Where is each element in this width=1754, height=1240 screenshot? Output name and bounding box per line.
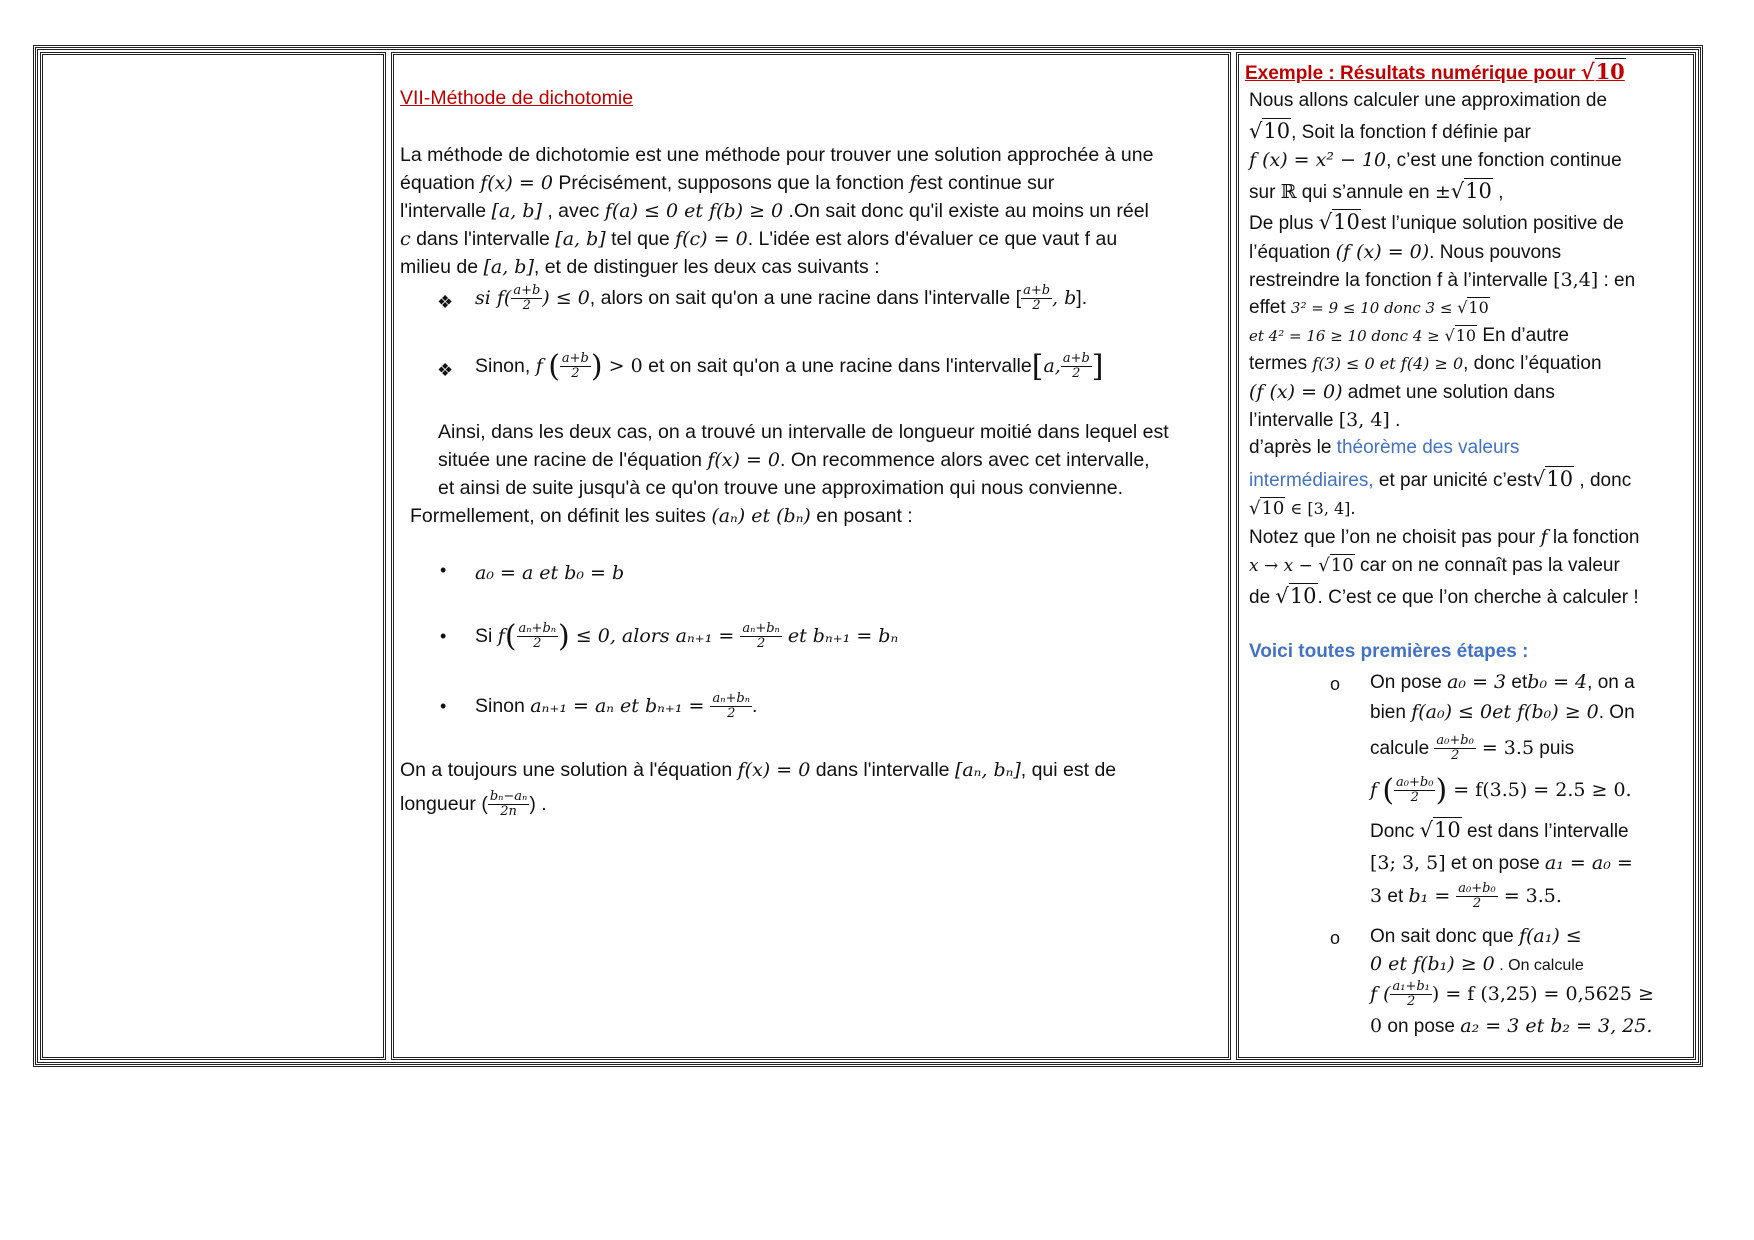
step1-line-f: [3; 3, 5] et on pose a₁ = a₀ = [1370, 852, 1633, 874]
ex-line-13: d’après le théorème des valeurs [1249, 437, 1520, 458]
ex-line-3: f (x) = x² − 10, c’est une fonction continue [1249, 149, 1622, 171]
steps-title: Voici toutes premières étapes : [1249, 641, 1529, 662]
step2-line-d: 0 on pose a₂ = 3 et b₂ = 3, 25. [1370, 1015, 1653, 1037]
step1-line-e: Donc √10 est dans l’intervalle [1370, 818, 1629, 842]
ex-line-7: restreindre la fonction f à l’intervalle [3,4] : en [1249, 269, 1636, 291]
p2-line-c: et ainsi de suite jusqu'à ce qu'on trouve une approximation qui nous convienne. [438, 477, 1123, 499]
circle-bullet-icon: o [1330, 928, 1341, 948]
ex-line-9: et 4² = 16 ≥ 10 donc 4 ≥ √10 En d’autre [1249, 325, 1569, 346]
p4-line: On a toujours une solution à l'équation f(x) = 0 dans l'intervalle [aₙ, bₙ], qui est de [400, 759, 1117, 781]
p1-line-a: La méthode de dichotomie est une méthode pour trouver une solution approchée à une [400, 144, 1154, 166]
def-item-2: Si f( $\frac{\text{aₙ+bₙ}}{2}$ ) ≤ 0, alors aₙ₊₁ = $\frac{\text{aₙ+bₙ}}{2}$ et bₙ₊₁ = bₙ [475, 618, 899, 654]
ex-line-18: de √10. C’est ce que l’on cherche à calculer ! [1249, 584, 1639, 608]
p1-line-c: l'intervalle [a, b] , avec f(a) ≤ 0 et f(b) ≥ 0 .On sait donc qu'il existe au moins un réel [400, 200, 1149, 222]
case-2: Sinon, f ( $\frac{a+b}{2}$ ) > 0 et on sait qu'on a une racine dans l'intervalle[a, $\frac{a+b}{2}$ ] [475, 348, 1104, 384]
step2-line-a: On sait donc que f(a₁) ≤ [1370, 925, 1582, 947]
diamond-bullet-icon: ❖ [437, 292, 454, 312]
ex-line-2: √10, Soit la fonction f définie par [1249, 119, 1531, 143]
p5-line: longueur ( $\frac{\text{bₙ−aₙ}}{2n}$ ) . [400, 789, 547, 820]
ex-line-14: intermédiaires, et par unicité c’est√10 , donc [1249, 467, 1632, 491]
ex-line-5: De plus √10est l’unique solution positive de [1249, 210, 1624, 234]
ex-line-12: l’intervalle [3, 4] . [1249, 409, 1401, 431]
p2-line-b: située une racine de l'équation f(x) = 0. On recommence alors avec cet intervalle, [438, 449, 1150, 471]
left-column [40, 52, 386, 1060]
p1-line-d: c dans l'intervalle [a, b] tel que f(c) = 0. L'idée est alors d'évaluer ce que vaut f au [400, 228, 1118, 250]
dot-bullet-icon: • [440, 560, 447, 580]
dot-bullet-icon: • [440, 696, 447, 716]
circle-bullet-icon: o [1330, 674, 1341, 694]
ex-line-11: (f (x) = 0) admet une solution dans [1249, 381, 1555, 403]
ex-line-10: termes f(3) ≤ 0 et f(4) ≥ 0, donc l’équation [1249, 353, 1602, 374]
ex-line-15: √10 ∈ [3, 4]. [1249, 498, 1356, 519]
dot-bullet-icon: • [440, 626, 447, 646]
ex-line-6: l’équation (f (x) = 0). Nous pouvons [1249, 241, 1562, 263]
p3-line: Formellement, on définit les suites (aₙ) et (bₙ) en posant : [410, 505, 913, 527]
p1-line-b: équation f(x) = 0 Précisément, supposons que la fonction fest continue sur [400, 172, 1055, 194]
ex-line-1: Nous allons calculer une approximation de [1249, 90, 1608, 111]
step1-line-c: calcule $\frac{\text{a₀+b₀}}{2}$ = 3.5 puis [1370, 733, 1575, 764]
diamond-bullet-icon: ❖ [437, 360, 454, 380]
step1-line-b: bien f(a₀) ≤ 0et f(b₀) ≥ 0. On [1370, 701, 1635, 723]
def-item-3: Sinon aₙ₊₁ = aₙ et bₙ₊₁ = $\frac{\text{aₙ+bₙ}}{2}$ . [475, 691, 758, 722]
step1-line-a: On pose a₀ = 3 etb₀ = 4, on a [1370, 671, 1635, 693]
def-item-1: a₀ = a et b₀ = b [475, 562, 625, 584]
example-title: Exemple : Résultats numérique pour √10 [1245, 59, 1625, 84]
ex-line-17: x → x − √10 car on ne connaît pas la valeur [1249, 555, 1620, 576]
step1-line-g: 3 et b₁ = $\frac{\text{a₀+b₀}}{2}$ = 3.5. [1370, 881, 1562, 912]
step1-line-d: f ( $\frac{\text{a₀+b₀}}{2}$ ) = f(3.5) = 2.5 ≥ 0. [1370, 772, 1632, 808]
p2-line-a: Ainsi, dans les deux cas, on a trouvé un intervalle de longueur moitié dans lequel est [438, 421, 1169, 443]
p1-line-e: milieu de [a, b], et de distinguer les deux cas suivants : [400, 256, 880, 278]
ex-line-8: effet 3² = 9 ≤ 10 donc 3 ≤ √10 [1249, 297, 1489, 318]
ex-line-16: Notez que l’on ne choisit pas pour f la fonction [1249, 526, 1640, 548]
case-1: si f( $\frac{a+b}{2}$ ) ≤ 0, alors on sait qu'on a une racine dans l'intervalle [ $\frac{a+b}{2}$ , b]. [475, 283, 1088, 314]
section-title: VII-Méthode de dichotomie [400, 87, 634, 109]
ex-line-4: sur ℝ qui s’annule en ±√10 , [1249, 179, 1504, 203]
step2-line-b: 0 et f(b₁) ≥ 0 . On calcule [1370, 953, 1584, 975]
step2-line-c: f ( $\frac{\text{a₁+b₁}}{2}$ ) = f (3,25) = 0,5625 ≥ [1370, 979, 1654, 1010]
